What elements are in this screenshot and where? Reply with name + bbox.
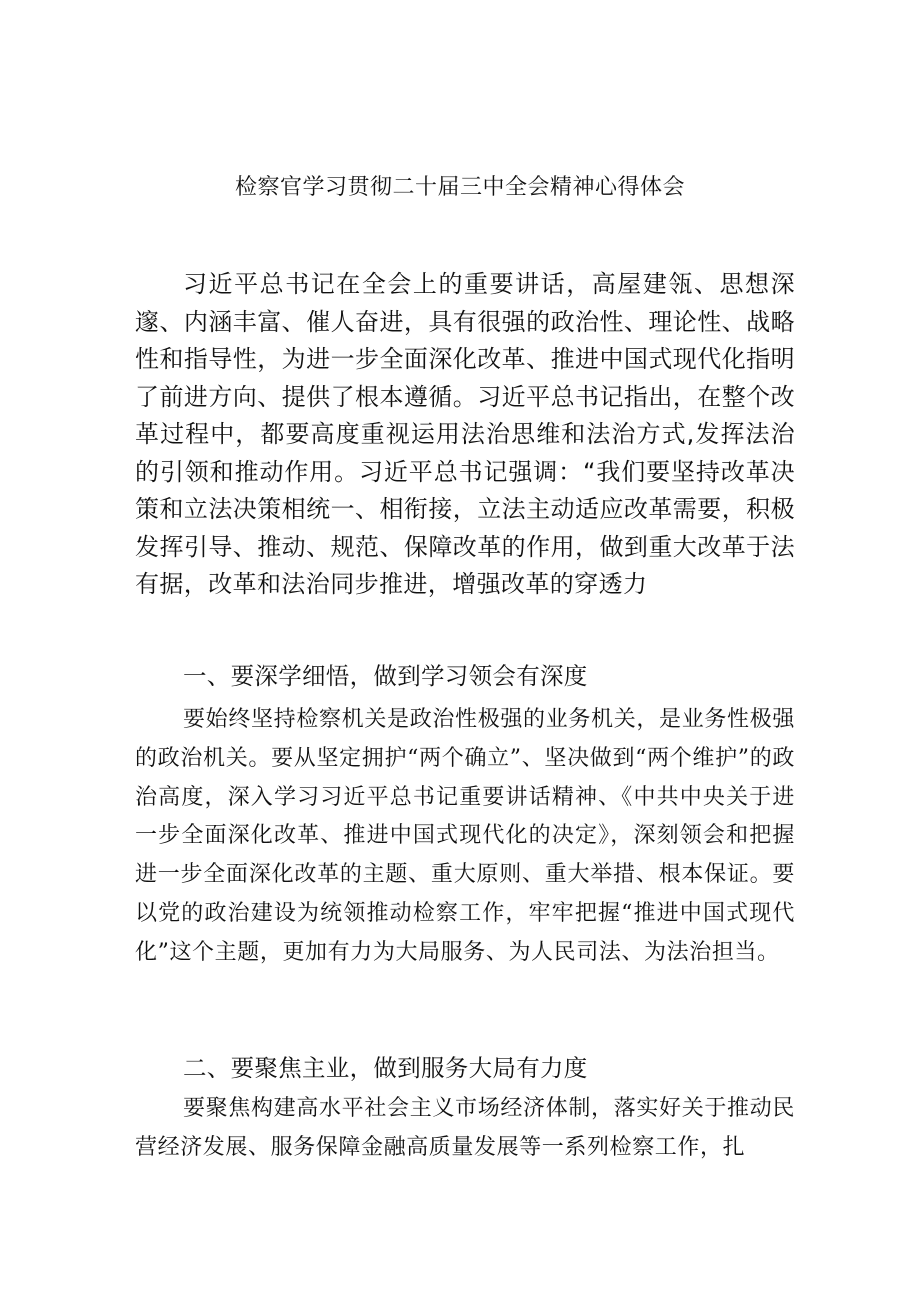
- section-1-heading: 一、要深学细悟，做到学习领会有深度: [183, 662, 588, 690]
- document-title: 检察官学习贯彻二十届三中全会精神心得体会: [234, 175, 685, 200]
- section-1-paragraph: 要始终坚持检察机关是政治性极强的业务机关，是业务性极强的政治机关。要从坚定拥护“两个确立”、坚决做到“两个维护”的政治高度，深入学习习近平总书记重要讲话精神、《中共中央关于进一步全面深化改革、推进中国式现代化的决定》，深刻领会和把握进一步全面深化改革的主题、重大原则、重大举措、根本保证。要以党的政治建设为统领推动检察工作，牢牢把握“推进中国式现代化”这个主题，更加有力为大局服务、为人民司法、为法治担当。: [135, 707, 795, 965]
- section-2-heading: 二、要聚焦主业，做到服务大局有力度: [183, 1054, 588, 1082]
- section-2-paragraph: 要聚焦构建高水平社会主义市场经济体制，落实好关于推动民营经济发展、服务保障金融高质量发展等一系列检察工作，扎: [135, 1096, 795, 1160]
- intro-paragraph: 习近平总书记在全会上的重要讲话，高屋建瓴、思想深邃、内涵丰富、催人奋进，具有很强的政治性、理论性、战略性和指导性，为进一步全面深化改革、推进中国式现代化指明了前进方向、提供了根本遵循。习近平总书记指出，在整个改革过程中，都要高度重视运用法治思维和法治方式,发挥法治的引领和推动作用。习近平总书记强调：“我们要坚持改革决策和立法决策相统一、相衔接，立法主动适应改革需要，积极发挥引导、推动、规范、保障改革的作用，做到重大改革于法有据，改革和法治同步推进，增强改革的穿透力: [135, 270, 795, 598]
